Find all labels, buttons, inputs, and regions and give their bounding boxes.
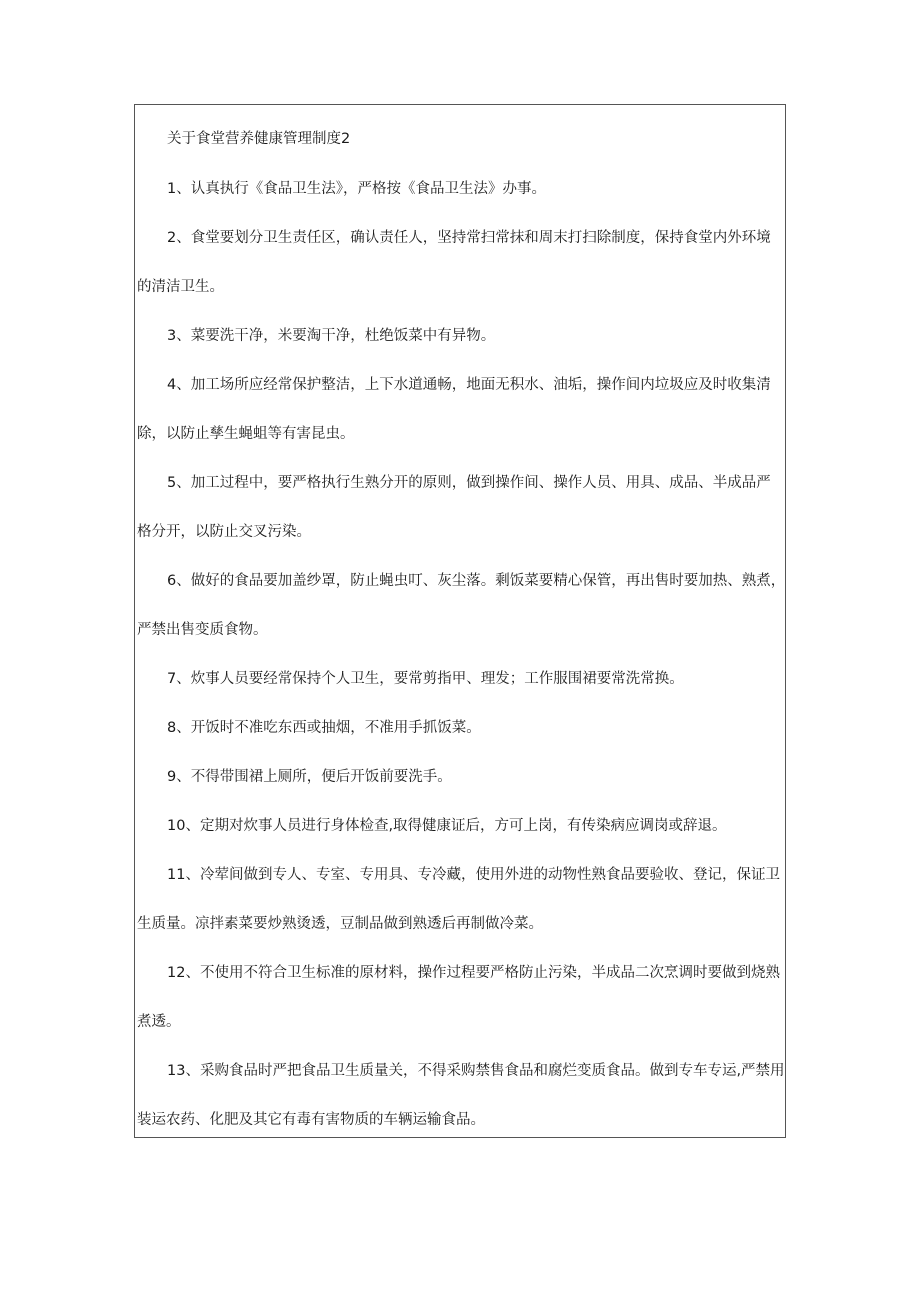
paragraph-line: 生质量。凉拌素菜要炒熟烫透，豆制品做到熟透后再制做冷菜。 (137, 916, 543, 932)
paragraph-12 (135, 963, 785, 1032)
paragraph-line: 装运农药、化肥及其它有毒有害物质的车辆运输食品。 (137, 1112, 485, 1128)
paragraph-8 (135, 718, 785, 738)
paragraph-line: 格分开，以防止交叉污染。 (137, 524, 311, 540)
paragraph-2 (135, 228, 785, 297)
paragraph-line: 1、认真执行《食品卫生法》，严格按《食品卫生法》办事。 (167, 181, 546, 197)
paragraph-9 (135, 767, 785, 787)
paragraph-line: 3、菜要洗干净，米要淘干净，杜绝饭菜中有异物。 (167, 328, 496, 344)
paragraph-4 (135, 375, 785, 444)
paragraph-line: 8、开饭时不准吃东西或抽烟，不准用手抓饭菜。 (167, 720, 481, 736)
paragraph-line: 9、不得带围裙上厕所，便后开饭前要洗手。 (167, 769, 452, 785)
document-title: 关于食堂营养健康管理制度2 (167, 131, 351, 147)
paragraph-line: 13、采购食品时严把食品卫生质量关，不得采购禁售食品和腐烂变质食品。做到专车专运,严禁用 (167, 1063, 785, 1079)
paragraph-1 (135, 179, 785, 199)
paragraph-line: 6、做好的食品要加盖纱罩，防止蝇虫叮、灰尘落。剩饭菜要精心保管，再出售时要加热、熟煮， (167, 573, 786, 589)
paragraph-6 (135, 571, 785, 640)
paragraph-line: 12、不使用不符合卫生标准的原材料，操作过程要严格防止污染，半成品二次烹调时要做到烧熟 (167, 965, 780, 981)
paragraph-3 (135, 326, 785, 346)
paragraph-line: 10、定期对炊事人员进行身体检查,取得健康证后，方可上岗，有传染病应调岗或辞退。 (167, 818, 727, 834)
paragraph-10 (135, 816, 785, 836)
paragraph-line: 严禁出售变质食物。 (137, 622, 268, 638)
paragraph-13 (135, 1061, 785, 1130)
paragraph-line: 7、炊事人员要经常保持个人卫生，要常剪指甲、理发；工作服围裙要常洗常换。 (167, 671, 684, 687)
paragraph-line: 煮透。 (137, 1014, 181, 1030)
paragraph-line: 除，以防止孳生蝇蛆等有害昆虫。 (137, 426, 355, 442)
paragraph-11 (135, 865, 785, 934)
paragraph-line: 5、加工过程中，要严格执行生熟分开的原则，做到操作间、操作人员、用具、成品、半成品严 (167, 475, 771, 491)
paragraph-5 (135, 473, 785, 542)
document-frame (134, 104, 786, 1138)
paragraph-line: 2、食堂要划分卫生责任区，确认责任人，坚持常扫常抹和周末打扫除制度，保持食堂内外环境 (167, 230, 771, 246)
paragraph-line: 的清洁卫生。 (137, 279, 224, 295)
paragraph-7 (135, 669, 785, 689)
paragraph-line: 4、加工场所应经常保护整洁，上下水道通畅，地面无积水、油垢，操作间内垃圾应及时收集清 (167, 377, 771, 393)
paragraph-line: 11、冷荤间做到专人、专室、专用具、专冷藏，使用外进的动物性熟食品要验收、登记，保证卫 (167, 867, 780, 883)
